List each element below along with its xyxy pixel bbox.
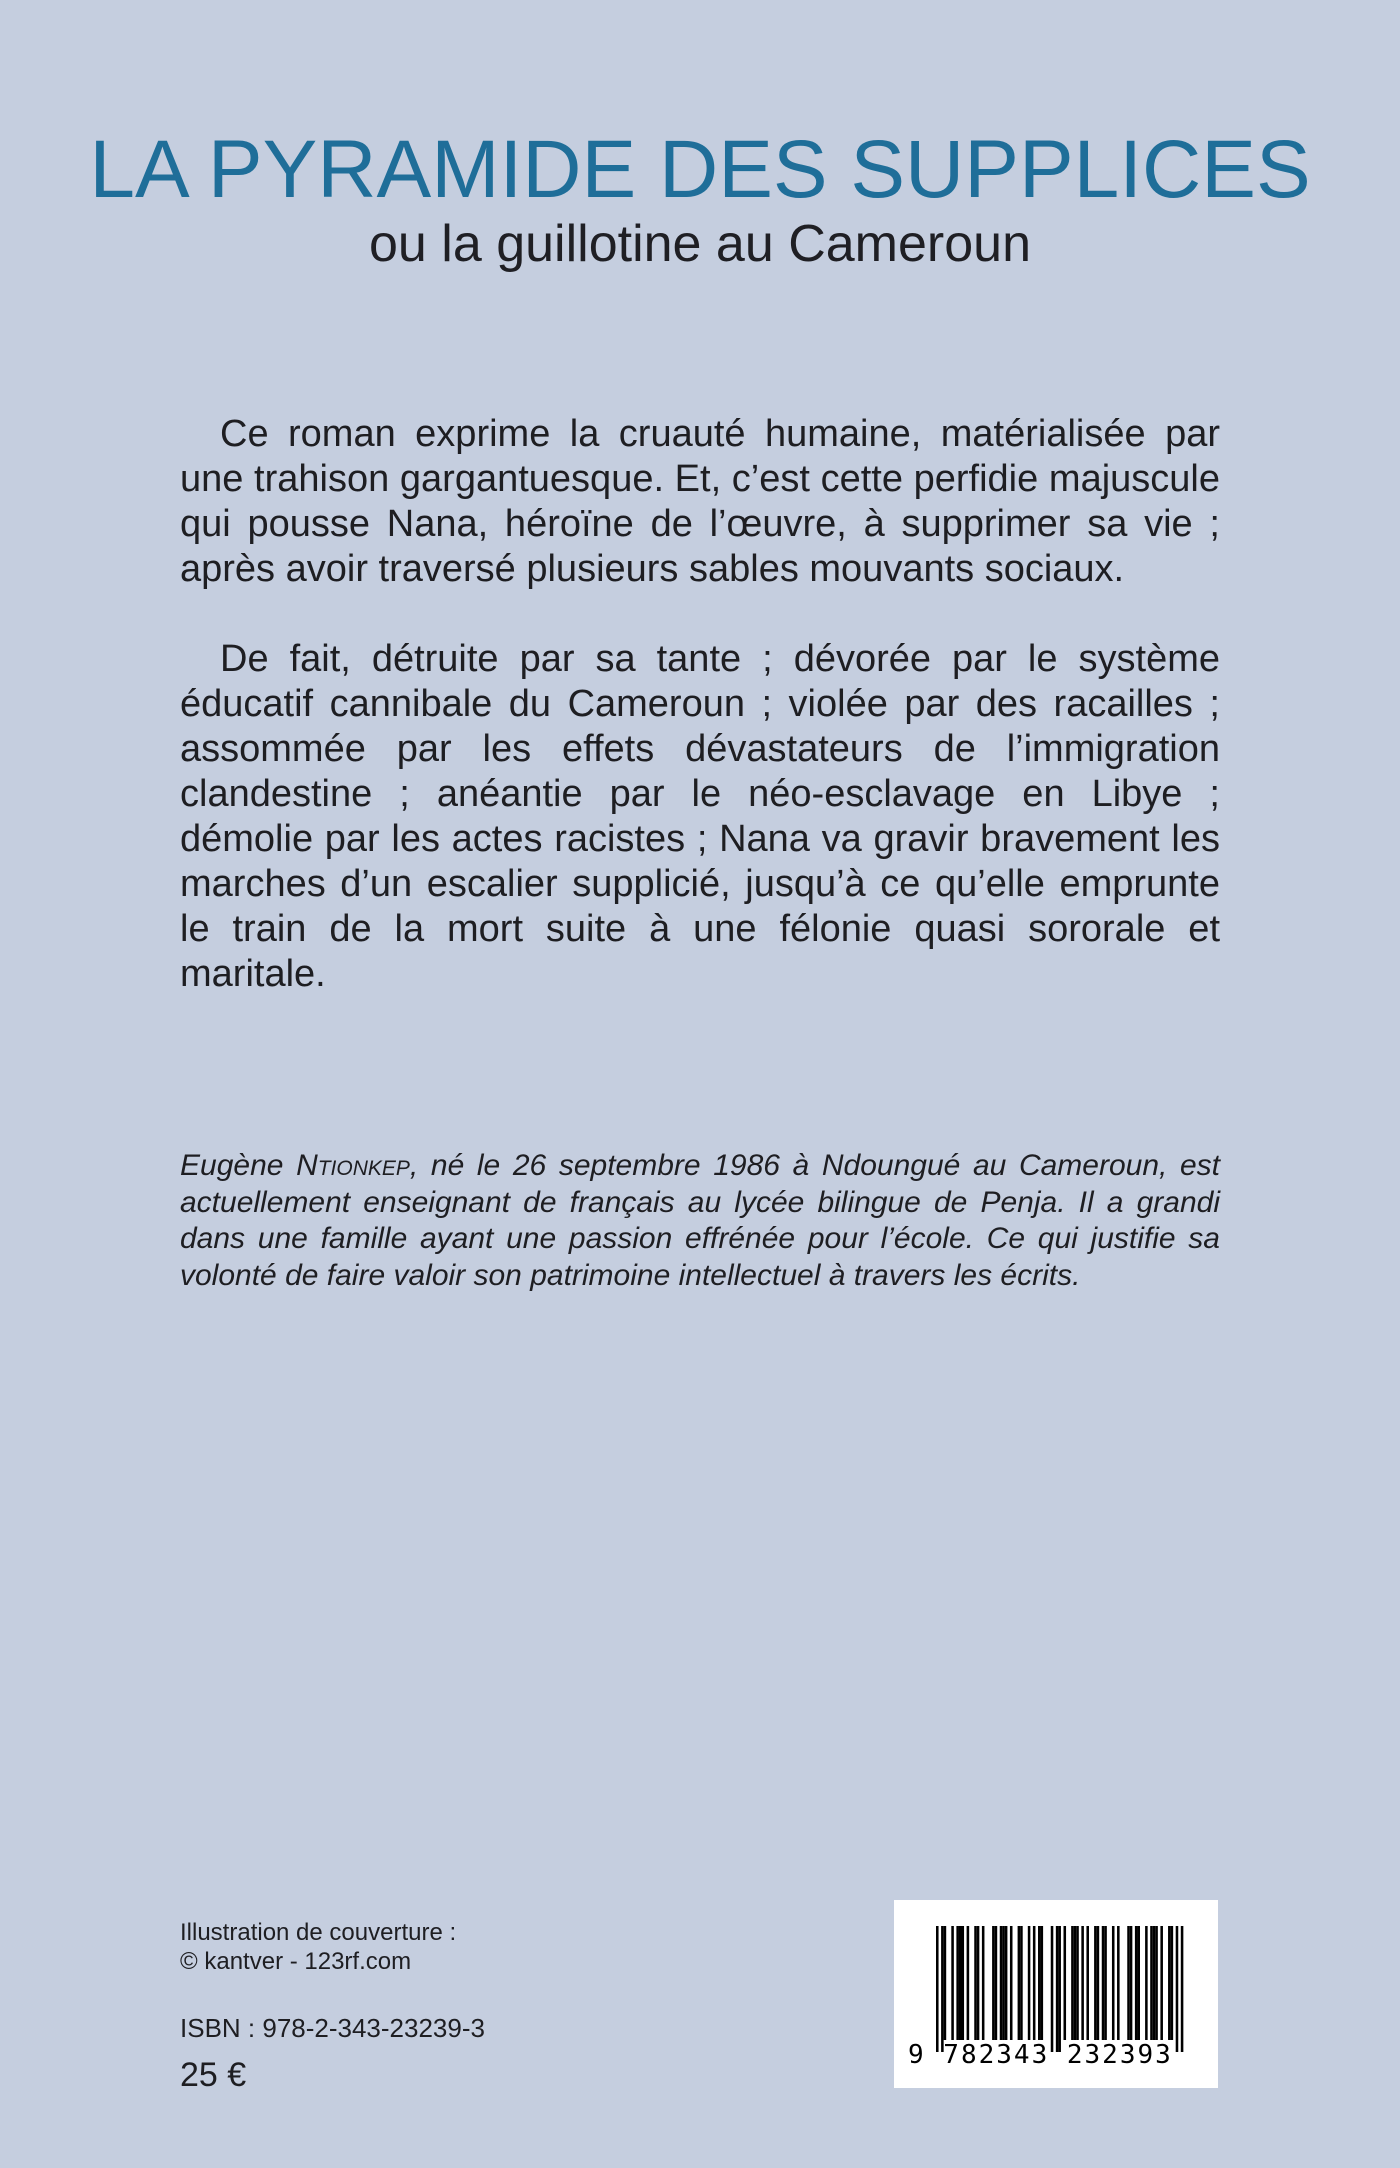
barcode-bar — [1074, 1926, 1077, 2040]
barcode-bar — [941, 1926, 944, 2052]
barcode-bar — [1005, 1926, 1008, 2040]
barcode-bar — [974, 1926, 977, 2040]
barcode-bar — [1028, 1926, 1031, 2040]
barcode-bar — [1033, 1926, 1036, 2040]
barcode-bar — [1181, 1926, 1184, 2052]
barcode-bar — [1000, 1926, 1003, 2040]
barcode-bar — [977, 1926, 980, 2040]
summary-paragraph-1: Ce roman exprime la cruauté humaine, matérialisée par une trahison gargantuesque. Et, c’est cette perfidie majuscule qui pousse Nana, héroïne de l’œuvre, à supprimer sa vie ; après avoir traversé plusieurs sables mouvants sociaux. — [180, 413, 1220, 590]
barcode-bar — [944, 1926, 947, 2040]
barcode-bar — [1112, 1926, 1115, 2040]
author-last-name: Ntionkep — [296, 1149, 410, 1182]
barcode-bar — [1086, 1926, 1089, 2040]
barcode-bar — [1127, 1926, 1130, 2040]
barcode-bar — [1171, 1926, 1174, 2040]
barcode-bar — [1160, 1926, 1163, 2040]
barcode-bar — [1155, 1926, 1158, 2040]
illustration-credits — [180, 1918, 456, 1976]
barcode-bar — [956, 1926, 959, 2040]
illustration-source: © kantver - 123rf.com — [180, 1948, 412, 1975]
summary-paragraph-2: De fait, détruite par sa tante ; dévorée par le système éducatif cannibale du Cameroun ; violée par des racailles ; assommée par les effets dévastateurs de l’immigration clandestine ; anéantie par le néo-esclavage en Libye ; démolie par les actes racistes ; Nana va gravir bravement les marches d’un escalier supplicié, jusqu’à ce qu’elle emprunte le train de la mort suite à une félonie quasi sororale et maritale. — [180, 638, 1220, 995]
barcode-bar — [1097, 1926, 1100, 2040]
barcode-bar — [1076, 1926, 1079, 2040]
barcode-bar — [1018, 1926, 1021, 2040]
book-subtitle: ou la guillotine au Cameroun — [369, 215, 1031, 273]
barcode-bar — [1041, 1926, 1044, 2040]
barcode-bar — [1117, 1926, 1120, 2040]
barcode-bar — [1150, 1926, 1153, 2040]
barcode-bar — [1058, 1926, 1061, 2052]
barcode-bar — [1038, 1926, 1041, 2040]
barcode-bar — [967, 1926, 970, 2040]
barcode-bar — [1153, 1926, 1156, 2040]
barcode-bar — [951, 1926, 954, 2040]
price: 25 € — [180, 2056, 247, 2094]
barcode-bar — [1056, 1926, 1059, 2052]
illustration-label: Illustration de couverture : — [180, 1919, 457, 1946]
isbn: ISBN : 978-2-343-23239-3 — [180, 2013, 485, 2043]
barcode-bar — [1135, 1926, 1138, 2040]
barcode-bar — [959, 1926, 962, 2040]
author-first-name: Eugène — [180, 1149, 297, 1182]
barcode-bar — [1102, 1926, 1105, 2040]
barcode-bar — [1081, 1926, 1084, 2040]
barcode-bar — [982, 1926, 985, 2040]
author-bio — [180, 1148, 1220, 1294]
barcode-bar — [1002, 1926, 1005, 2040]
barcode-bar — [1064, 1926, 1067, 2040]
summary — [180, 412, 1220, 1042]
barcode-bar — [995, 1926, 998, 2040]
book-title: LA PYRAMIDE DES SUPPLICES — [89, 124, 1311, 215]
barcode-bar — [936, 1926, 939, 2052]
barcode-bar — [1168, 1926, 1171, 2040]
barcode-bar — [1145, 1926, 1148, 2040]
barcode-bar — [1137, 1926, 1140, 2040]
barcode-bar — [992, 1926, 995, 2040]
barcode-bar — [1104, 1926, 1107, 2040]
author-bio-text: , né le 26 septembre 1986 à Ndoungué au Cameroun, est actuellement enseignant de français au lycée bilingue de Penja. Il a grandi dans une famille ayant une passion effrénée pour l’école. Ce qui justifie sa volonté de faire valoir son patrimoine intellectuel à travers les écrits. — [180, 1149, 1220, 1292]
barcode-bar — [1130, 1926, 1133, 2040]
barcode-digits: 9 782343 232393 — [908, 2040, 1173, 2070]
barcode-bar — [1071, 1926, 1074, 2040]
barcode-bar — [1010, 1926, 1013, 2040]
barcode-bar — [1020, 1926, 1023, 2040]
barcode-bar — [1176, 1926, 1179, 2052]
barcode — [894, 1900, 1218, 2088]
barcode-bar — [1094, 1926, 1097, 2040]
barcode-bar — [1051, 1926, 1054, 2052]
barcode-bar — [962, 1926, 965, 2040]
